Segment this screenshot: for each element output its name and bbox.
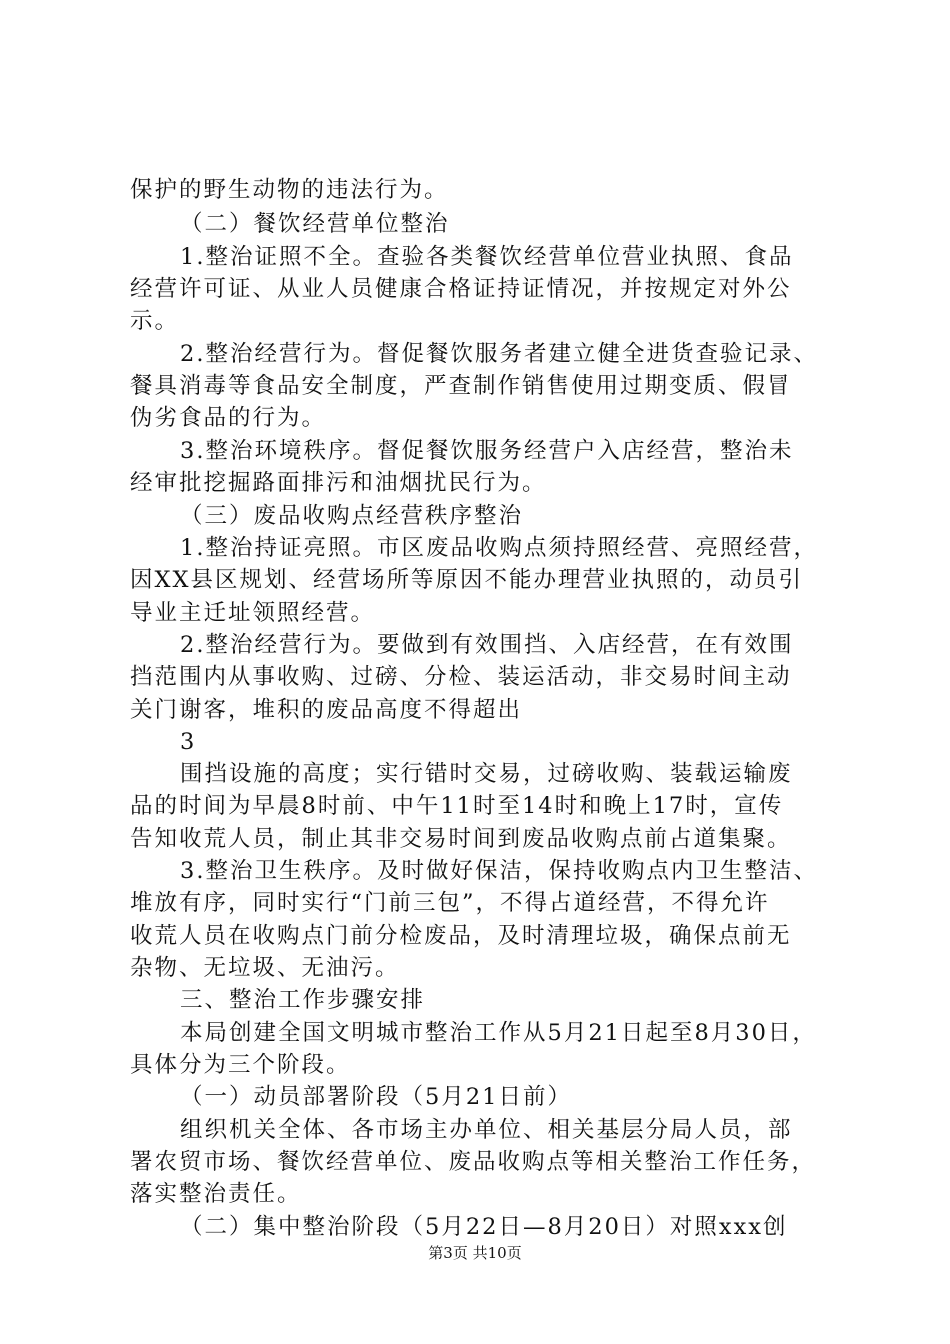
section-heading: （三）废品收购点经营秩序整治 xyxy=(180,503,524,529)
text-line: 杂物、无垃圾、无油污。 xyxy=(130,955,400,981)
text-line: 挡范围内从事收购、过磅、分检、装运活动，非交易时间主动 xyxy=(130,664,792,690)
text-line: 1.整治证照不全。查验各类餐饮经营单位营业执照、食品 xyxy=(180,244,794,270)
text-line: 示。 xyxy=(130,308,180,334)
text-line: 3.整治环境秩序。督促餐饮服务经营户入店经营，整治未 xyxy=(180,438,794,464)
text-line: 组织机关全体、各市场主办单位、相关基层分局人员，部 xyxy=(180,1117,793,1143)
section-heading: 三、整治工作步骤安排 xyxy=(180,987,426,1013)
text-line: 告知收荒人员，制止其非交易时间到废品收购点前占道集聚。 xyxy=(130,826,792,852)
text-line: 导业主迁址领照经营。 xyxy=(130,600,376,626)
text-line: 落实整治责任。 xyxy=(130,1181,302,1207)
text-line: 2.整治经营行为。要做到有效围挡、入店经营，在有效围 xyxy=(180,632,794,658)
text-line: 关门谢客，堆积的废品高度不得超出 xyxy=(130,697,523,723)
section-heading: （二）餐饮经营单位整治 xyxy=(180,211,450,237)
text-line: 收荒人员在收购点门前分检废品，及时清理垃圾，确保点前无 xyxy=(130,923,792,949)
text-line: 伪劣食品的行为。 xyxy=(130,405,327,431)
text-line: 具体分为三个阶段。 xyxy=(130,1052,351,1078)
text-line: 本局创建全国文明城市整治工作从5月21日起至8月30日， xyxy=(180,1020,817,1046)
text-line: 餐具消毒等食品安全制度，严查制作销售使用过期变质、假冒 xyxy=(130,373,792,399)
text-line: 经营许可证、从业人员健康合格证持证情况，并按规定对外公 xyxy=(130,276,792,302)
text-line: 保护的野生动物的违法行为。 xyxy=(130,177,449,203)
text-line: 3.整治卫生秩序。及时做好保洁，保持收购点内卫生整洁、 xyxy=(180,858,818,884)
inline-page-number: 3 xyxy=(180,729,197,755)
text-line: 围挡设施的高度；实行错时交易，过磅收购、装载运输废 xyxy=(180,761,793,787)
text-line: 品的时间为早晨8时前、中午11时至14时和晚上17时，宣传 xyxy=(130,793,784,819)
section-heading: （二）集中整治阶段（5月22日—8月20日）对照xxx创 xyxy=(180,1214,788,1240)
text-line: 经审批挖掘路面排污和油烟扰民行为。 xyxy=(130,470,547,496)
page-footer: 第3页 共10页 xyxy=(428,1244,522,1262)
text-line: 2.整治经营行为。督促餐饮服务者建立健全进货查验记录、 xyxy=(180,341,818,367)
text-line: 1.整治持证亮照。市区废品收购点须持照经营、亮照经营， xyxy=(180,535,818,561)
text-line: 因XX县区规划、经营场所等原因不能办理营业执照的，动员引 xyxy=(130,567,804,593)
section-heading: （一）动员部署阶段（5月21日前） xyxy=(180,1084,572,1110)
text-line: 署农贸市场、餐饮经营单位、废品收购点等相关整治工作任务， xyxy=(130,1149,817,1175)
text-line: 堆放有序，同时实行“门前三包”，不得占道经营，不得允许 xyxy=(130,890,770,916)
